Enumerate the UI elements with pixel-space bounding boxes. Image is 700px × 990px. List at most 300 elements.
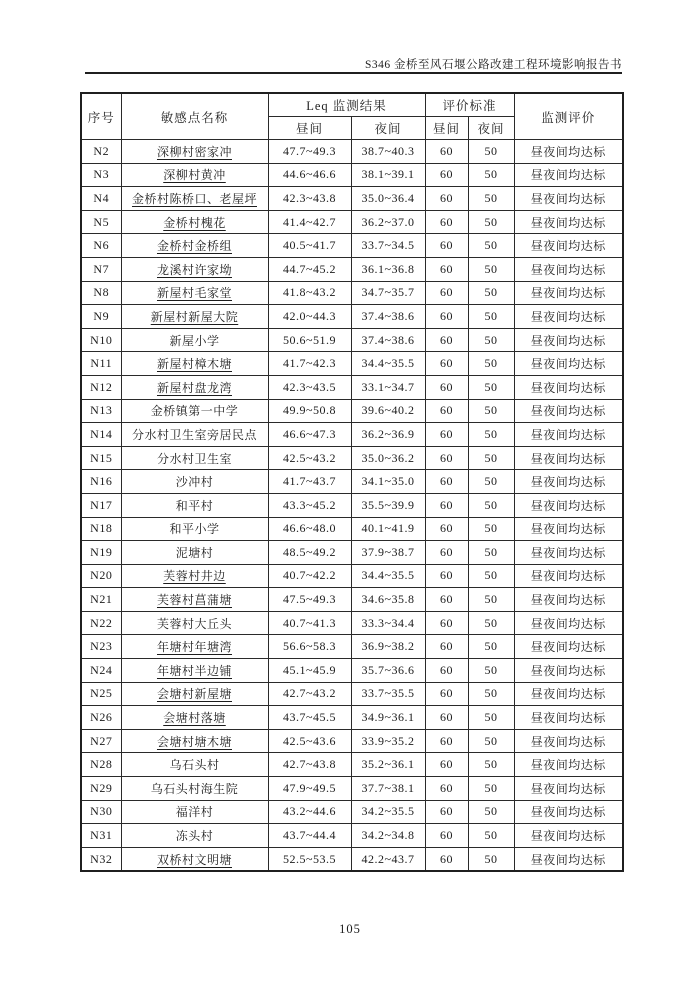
row-std-night <box>468 352 514 376</box>
row-evaluation-text: 昼夜间均达标 <box>530 239 606 254</box>
row-leq-night-text: 37.4~38.6 <box>361 308 415 323</box>
row-evaluation <box>514 635 623 659</box>
row-leq-night-text: 37.9~38.7 <box>361 544 415 559</box>
row-name <box>121 706 268 730</box>
row-evaluation <box>514 281 623 305</box>
row-leq-day-text: 43.7~44.4 <box>283 828 336 843</box>
row-std-day-text: 60 <box>440 710 453 725</box>
row-leq-day <box>268 729 351 753</box>
row-name <box>121 375 268 399</box>
table-row <box>81 163 623 187</box>
row-evaluation <box>514 375 623 399</box>
row-std-day-text: 60 <box>440 544 453 559</box>
row-std-night-text: 50 <box>484 639 498 654</box>
row-std-day <box>425 163 468 187</box>
row-std-night-text: 50 <box>484 190 498 205</box>
row-evaluation <box>514 659 623 683</box>
row-leq-night-text: 35.7~36.6 <box>361 662 415 677</box>
row-std-day <box>425 493 468 517</box>
row-evaluation-text: 昼夜间均达标 <box>530 734 606 749</box>
row-id-text: N20 <box>90 568 113 583</box>
row-leq-day <box>268 777 351 801</box>
row-name-text: 福洋村 <box>175 805 214 820</box>
row-std-day-text: 60 <box>440 662 453 677</box>
table-header <box>81 93 623 140</box>
row-leq-night-text: 34.1~35.0 <box>361 474 415 489</box>
row-leq-day <box>268 611 351 635</box>
row-leq-day <box>268 305 351 329</box>
row-evaluation <box>514 210 623 234</box>
row-name <box>121 352 268 376</box>
row-leq-day-text: 56.6~58.3 <box>283 639 336 654</box>
row-id <box>81 777 121 801</box>
row-id <box>81 847 121 871</box>
row-std-night <box>468 517 514 541</box>
row-leq-night <box>351 305 425 329</box>
row-std-night <box>468 753 514 777</box>
row-std-day-text: 60 <box>440 733 453 748</box>
row-leq-day <box>268 588 351 612</box>
row-std-day <box>425 847 468 871</box>
row-evaluation <box>514 493 623 517</box>
row-name <box>121 682 268 706</box>
row-std-day <box>425 328 468 352</box>
row-std-night-text: 50 <box>484 143 498 158</box>
table-row <box>81 399 623 423</box>
row-std-day <box>425 234 468 258</box>
row-leq-night-text: 35.0~36.4 <box>361 190 415 205</box>
row-name-text: 会塘村塘木塘 <box>156 734 232 749</box>
row-leq-day-text: 42.7~43.2 <box>283 686 336 701</box>
table-row <box>81 257 623 281</box>
table-row <box>81 234 623 258</box>
row-name <box>121 470 268 494</box>
row-leq-night <box>351 375 425 399</box>
row-id <box>81 611 121 635</box>
row-evaluation-text: 昼夜间均达标 <box>530 475 606 490</box>
table-row <box>81 517 623 541</box>
row-evaluation-text: 昼夜间均达标 <box>530 758 606 773</box>
row-std-day <box>425 140 468 164</box>
row-evaluation-text: 昼夜间均达标 <box>530 711 606 726</box>
row-id <box>81 257 121 281</box>
row-leq-day-text: 42.5~43.6 <box>283 733 336 748</box>
row-std-night-text: 50 <box>484 214 498 229</box>
row-leq-day-text: 41.7~42.3 <box>283 356 336 371</box>
row-id <box>81 588 121 612</box>
row-std-day <box>425 470 468 494</box>
row-leq-night-text: 34.4~35.5 <box>361 356 415 371</box>
row-leq-night <box>351 234 425 258</box>
row-evaluation <box>514 163 623 187</box>
row-leq-day-text: 40.7~42.2 <box>283 568 336 583</box>
row-leq-day <box>268 281 351 305</box>
row-evaluation-text: 昼夜间均达标 <box>530 191 606 206</box>
table-row <box>81 659 623 683</box>
row-std-night <box>468 800 514 824</box>
row-id <box>81 729 121 753</box>
row-evaluation <box>514 446 623 470</box>
row-name-text: 双桥村文明塘 <box>156 852 232 867</box>
row-std-night <box>468 328 514 352</box>
row-std-day <box>425 187 468 211</box>
row-name-text: 新屋小学 <box>169 333 220 348</box>
row-id-text: N5 <box>93 214 110 229</box>
row-leq-day <box>268 470 351 494</box>
row-evaluation <box>514 423 623 447</box>
row-id <box>81 564 121 588</box>
row-evaluation-text: 昼夜间均达标 <box>530 286 606 301</box>
row-id-text: N22 <box>90 615 113 630</box>
row-id-text: N3 <box>93 167 110 182</box>
row-name <box>121 163 268 187</box>
row-leq-night-text: 40.1~41.9 <box>361 521 415 536</box>
row-name-text: 和平村 <box>175 498 214 513</box>
row-id-text: N8 <box>93 285 110 300</box>
row-std-night <box>468 824 514 848</box>
row-name <box>121 659 268 683</box>
row-name <box>121 187 268 211</box>
row-leq-night-text: 33.7~34.5 <box>361 238 415 253</box>
row-leq-day <box>268 163 351 187</box>
row-name <box>121 281 268 305</box>
row-evaluation-text: 昼夜间均达标 <box>530 309 606 324</box>
header-col-eval: 监测评价 <box>514 93 623 140</box>
row-std-day-text: 60 <box>440 426 453 441</box>
table-body <box>81 140 623 872</box>
row-evaluation <box>514 564 623 588</box>
row-id <box>81 163 121 187</box>
row-leq-day-text: 46.6~48.0 <box>283 521 336 536</box>
row-id <box>81 470 121 494</box>
row-std-day <box>425 517 468 541</box>
row-leq-night-text: 35.2~36.1 <box>361 757 415 772</box>
row-id-text: N24 <box>90 662 113 677</box>
row-std-night-text: 50 <box>484 167 498 182</box>
row-id-text: N11 <box>90 356 113 371</box>
row-leq-night <box>351 635 425 659</box>
row-evaluation <box>514 517 623 541</box>
table-row <box>81 328 623 352</box>
row-id-text: N4 <box>93 190 110 205</box>
row-std-day <box>425 635 468 659</box>
row-id <box>81 517 121 541</box>
row-std-night-text: 50 <box>484 238 498 253</box>
row-std-day <box>425 729 468 753</box>
row-name <box>121 588 268 612</box>
row-leq-day <box>268 682 351 706</box>
row-std-day <box>425 541 468 565</box>
row-std-night <box>468 635 514 659</box>
row-name-text: 泥塘村 <box>175 545 214 560</box>
row-leq-night <box>351 541 425 565</box>
table-row <box>81 706 623 730</box>
row-std-night <box>468 564 514 588</box>
row-std-day <box>425 399 468 423</box>
row-evaluation-text: 昼夜间均达标 <box>530 168 606 183</box>
row-id <box>81 375 121 399</box>
row-evaluation <box>514 777 623 801</box>
table-row <box>81 729 623 753</box>
row-leq-day <box>268 352 351 376</box>
row-leq-night-text: 36.2~36.9 <box>361 426 415 441</box>
row-id <box>81 210 121 234</box>
row-std-night-text: 50 <box>484 828 498 843</box>
row-std-day <box>425 375 468 399</box>
row-leq-day-text: 42.3~43.8 <box>283 190 336 205</box>
row-std-day-text: 60 <box>440 828 453 843</box>
row-evaluation-text: 昼夜间均达标 <box>530 262 606 277</box>
row-std-night-text: 50 <box>484 592 498 607</box>
row-id <box>81 635 121 659</box>
row-evaluation <box>514 140 623 164</box>
row-leq-day <box>268 824 351 848</box>
row-std-night <box>468 423 514 447</box>
row-std-day-text: 60 <box>440 143 453 158</box>
table-row <box>81 847 623 871</box>
table-row <box>81 352 623 376</box>
table-row <box>81 777 623 801</box>
row-std-day-text: 60 <box>440 356 453 371</box>
row-name <box>121 635 268 659</box>
row-leq-day-text: 41.4~42.7 <box>283 214 336 229</box>
row-evaluation-text: 昼夜间均达标 <box>530 616 606 631</box>
row-leq-day-text: 42.7~43.8 <box>283 757 336 772</box>
table-row <box>81 588 623 612</box>
row-evaluation <box>514 399 623 423</box>
row-std-night <box>468 470 514 494</box>
row-std-night <box>468 210 514 234</box>
row-evaluation <box>514 588 623 612</box>
row-id-text: N15 <box>90 450 113 465</box>
row-id <box>81 659 121 683</box>
row-name <box>121 847 268 871</box>
row-evaluation <box>514 305 623 329</box>
row-leq-day <box>268 541 351 565</box>
row-leq-night <box>351 210 425 234</box>
row-evaluation-text: 昼夜间均达标 <box>530 781 606 796</box>
table-row <box>81 187 623 211</box>
row-leq-night <box>351 517 425 541</box>
row-id-text: N6 <box>93 238 110 253</box>
row-std-night-text: 50 <box>484 497 498 512</box>
row-id <box>81 753 121 777</box>
row-leq-day-text: 41.8~43.2 <box>283 285 336 300</box>
row-std-day-text: 60 <box>440 804 453 819</box>
header-group-leq: Leq 监测结果 <box>268 93 425 117</box>
row-leq-day <box>268 800 351 824</box>
row-leq-day-text: 50.6~51.9 <box>283 332 336 347</box>
row-evaluation <box>514 328 623 352</box>
row-evaluation <box>514 234 623 258</box>
row-name-text: 沙冲村 <box>175 475 214 490</box>
row-name <box>121 305 268 329</box>
row-std-night <box>468 234 514 258</box>
row-std-day <box>425 564 468 588</box>
row-std-night <box>468 611 514 635</box>
header-std-day: 昼间 <box>425 117 468 140</box>
row-id-text: N7 <box>93 261 110 276</box>
row-id <box>81 682 121 706</box>
row-std-night <box>468 588 514 612</box>
row-evaluation <box>514 541 623 565</box>
row-name-text: 新屋村毛家堂 <box>156 286 232 301</box>
row-leq-day-text: 52.5~53.5 <box>283 851 336 866</box>
row-name <box>121 824 268 848</box>
row-std-night-text: 50 <box>484 544 498 559</box>
row-std-day-text: 60 <box>440 450 453 465</box>
row-std-day <box>425 800 468 824</box>
row-std-night-text: 50 <box>484 521 498 536</box>
row-leq-night-text: 35.0~36.2 <box>361 450 415 465</box>
row-id-text: N31 <box>90 828 113 843</box>
row-std-night-text: 50 <box>484 356 498 371</box>
row-leq-day <box>268 399 351 423</box>
table-row <box>81 375 623 399</box>
row-evaluation <box>514 257 623 281</box>
header-col-name: 敏感点名称 <box>121 93 268 140</box>
row-id-text: N32 <box>90 851 113 866</box>
row-leq-night-text: 42.2~43.7 <box>361 851 415 866</box>
row-name-text: 芙蓉村菖蒲塘 <box>156 593 232 608</box>
row-std-day-text: 60 <box>440 497 453 512</box>
row-evaluation <box>514 847 623 871</box>
row-leq-day-text: 45.1~45.9 <box>283 662 336 677</box>
row-name-text: 金桥村槐花 <box>163 215 226 230</box>
row-std-day-text: 60 <box>440 167 453 182</box>
row-std-night <box>468 399 514 423</box>
row-leq-night-text: 33.3~34.4 <box>361 615 415 630</box>
row-id <box>81 446 121 470</box>
row-leq-night <box>351 659 425 683</box>
row-leq-night <box>351 281 425 305</box>
row-std-night <box>468 281 514 305</box>
row-leq-night <box>351 588 425 612</box>
row-leq-day-text: 40.7~41.3 <box>283 615 336 630</box>
row-std-day <box>425 659 468 683</box>
row-evaluation-text: 昼夜间均达标 <box>530 687 606 702</box>
row-id-text: N26 <box>90 710 113 725</box>
row-evaluation-text: 昼夜间均达标 <box>530 569 606 584</box>
row-leq-night-text: 35.5~39.9 <box>361 497 415 512</box>
row-std-day-text: 60 <box>440 214 453 229</box>
row-std-day-text: 60 <box>440 592 453 607</box>
row-std-night <box>468 163 514 187</box>
row-std-night <box>468 257 514 281</box>
row-std-day-text: 60 <box>440 686 453 701</box>
row-leq-night <box>351 611 425 635</box>
row-name-text: 金桥村金桥组 <box>156 239 232 254</box>
report-title: S346 金桥至风石堰公路改建工程环境影响报告书 <box>364 59 622 71</box>
row-leq-night-text: 39.6~40.2 <box>361 403 415 418</box>
row-leq-day-text: 43.2~44.6 <box>283 804 336 819</box>
row-leq-day <box>268 706 351 730</box>
row-id-text: N17 <box>90 497 113 512</box>
row-name-text: 金桥镇第一中学 <box>150 404 239 419</box>
table-row <box>81 446 623 470</box>
row-leq-night <box>351 729 425 753</box>
table-row <box>81 824 623 848</box>
row-leq-day <box>268 753 351 777</box>
table-row <box>81 423 623 447</box>
row-leq-night-text: 38.7~40.3 <box>361 143 415 158</box>
row-leq-night-text: 37.7~38.1 <box>361 780 415 795</box>
row-evaluation <box>514 611 623 635</box>
row-std-day <box>425 281 468 305</box>
row-std-night-text: 50 <box>484 804 498 819</box>
row-name-text: 会塘村落塘 <box>163 711 226 726</box>
row-name <box>121 328 268 352</box>
row-std-day <box>425 588 468 612</box>
row-id <box>81 399 121 423</box>
row-leq-day <box>268 517 351 541</box>
row-std-day <box>425 446 468 470</box>
row-id-text: N27 <box>90 733 113 748</box>
row-name-text: 金桥村陈桥口、老屋坪 <box>131 191 257 206</box>
row-evaluation-text: 昼夜间均达标 <box>530 640 606 655</box>
header-group-standard: 评价标准 <box>425 93 514 117</box>
table-row <box>81 682 623 706</box>
row-leq-night-text: 37.4~38.6 <box>361 332 415 347</box>
row-leq-day-text: 42.5~43.2 <box>283 450 336 465</box>
row-std-day-text: 60 <box>440 568 453 583</box>
row-std-day-text: 60 <box>440 474 453 489</box>
row-name <box>121 493 268 517</box>
row-name-text: 新屋村新屋大院 <box>150 309 239 324</box>
row-name-text: 分水村卫生室旁居民点 <box>131 427 257 442</box>
row-std-night-text: 50 <box>484 662 498 677</box>
row-evaluation-text: 昼夜间均达标 <box>530 380 606 395</box>
row-leq-day-text: 48.5~49.2 <box>283 544 336 559</box>
row-leq-day <box>268 847 351 871</box>
row-id <box>81 187 121 211</box>
row-std-day <box>425 611 468 635</box>
row-id-text: N18 <box>90 521 113 536</box>
row-leq-night-text: 34.6~35.8 <box>361 592 415 607</box>
row-id-text: N13 <box>90 403 113 418</box>
row-std-day <box>425 423 468 447</box>
row-name <box>121 564 268 588</box>
row-std-night-text: 50 <box>484 308 498 323</box>
row-std-night-text: 50 <box>484 261 498 276</box>
row-name-text: 年塘村年塘湾 <box>156 640 232 655</box>
row-std-day-text: 60 <box>440 403 453 418</box>
row-leq-night <box>351 493 425 517</box>
row-id-text: N9 <box>93 308 110 323</box>
row-std-day-text: 60 <box>440 285 453 300</box>
row-id <box>81 234 121 258</box>
row-evaluation-text: 昼夜间均达标 <box>530 663 606 678</box>
row-evaluation-text: 昼夜间均达标 <box>530 357 606 372</box>
row-leq-day-text: 46.6~47.3 <box>283 426 336 441</box>
table-row <box>81 470 623 494</box>
row-leq-night <box>351 257 425 281</box>
table-row <box>81 611 623 635</box>
row-name-text: 冻头村 <box>175 829 214 844</box>
row-id <box>81 541 121 565</box>
noise-monitoring-table <box>80 92 624 872</box>
row-leq-night <box>351 140 425 164</box>
row-name <box>121 753 268 777</box>
row-evaluation-text: 昼夜间均达标 <box>530 522 606 537</box>
row-std-day <box>425 753 468 777</box>
row-name-text: 和平小学 <box>169 522 220 537</box>
table-row <box>81 800 623 824</box>
row-leq-night <box>351 847 425 871</box>
row-leq-day-text: 43.7~45.5 <box>283 710 336 725</box>
header-leq-night: 夜间 <box>351 117 425 140</box>
row-leq-day <box>268 257 351 281</box>
